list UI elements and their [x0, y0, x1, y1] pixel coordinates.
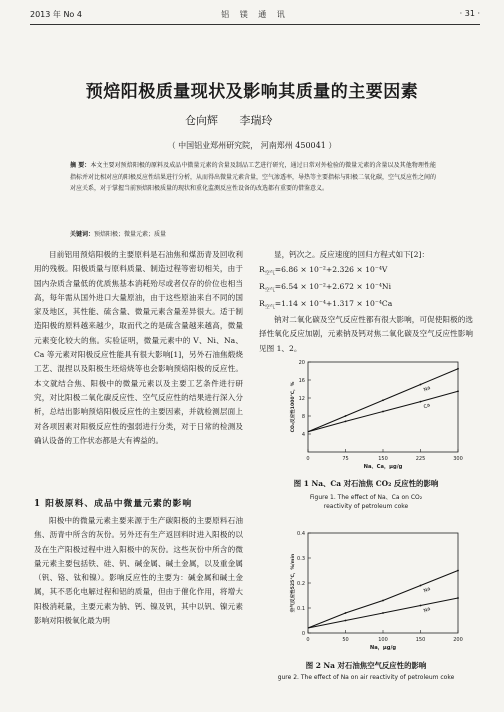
data-point [345, 421, 347, 423]
x-tick-label: 150 [415, 637, 426, 643]
abstract [70, 160, 436, 195]
abstract-text: 本文主要对预焙阳极的原料及成品中微量元素的含量及制品工艺进行研究，通过日常对外检验的微量元素的含量以及其他物理性能指标并对比相对应的阳极反应性结果进行分析，从而得出微量元素含量，空气渗透率，导热等主要指标与阳极二氧化碳，空气反应性之间的对应关系，对于掌握当前预焙阳极质量的现状和重化监测反应性设备的改选都有重要的借鉴意义。 [70, 162, 437, 192]
x-tick-label: 300 [453, 456, 463, 462]
figure-1-caption-en: Figure 1. The effect of Na、Ca on CO₂ [309, 494, 423, 501]
data-point [420, 401, 422, 403]
series-line-0 [308, 571, 458, 629]
x-tick-label: 75 [342, 456, 349, 462]
year-issue: 2013 年 No 4 [30, 10, 82, 19]
x-tick-label: 100 [378, 637, 388, 643]
plot-frame [308, 533, 458, 633]
y-tick-label: 4 [301, 432, 305, 438]
figure-1-caption-zh: 图 1 Na、Ca 对石油焦 CO₂ 反应性的影响 [293, 479, 439, 488]
journal-name: 铝 镁 通 讯 [221, 10, 289, 19]
right-paragraph-1: 显，钙次之。反应速度的回归方程式如下[2]： [274, 250, 430, 259]
x-tick-label: 200 [453, 637, 463, 643]
equation-1: $R_{空气}=6.86 \times 10^{-2}+2.326 \times 10^{-4}V$ [259, 265, 388, 277]
figure-2-caption [259, 660, 473, 681]
plot-frame [308, 362, 458, 452]
y-tick-label: 12 [298, 396, 305, 402]
y-tick-label: 0.4 [297, 531, 305, 537]
left-column-section1 [34, 514, 243, 628]
authors: 仓向辉 李瑞玲 [185, 114, 273, 127]
series-label: Na [422, 605, 432, 615]
data-point [457, 570, 459, 572]
paper-title: 预焙阳极质量现状及影响其质量的主要因素 [85, 82, 419, 102]
figure-2-chart [268, 528, 468, 656]
right-column-intro [259, 248, 473, 262]
data-point [345, 612, 347, 614]
data-point [382, 399, 384, 401]
data-point [382, 411, 384, 413]
keywords-label: 关键词： [70, 231, 95, 238]
figure-1-caption [259, 478, 473, 510]
right-paragraph-2: 钠对二氧化碳及空气反应性都有很大影响，可促使阳极的选择性氧化反应加剧，元素钠及钙对焦二氧化碳及空气反应性影响见图 1、2。 [259, 315, 473, 353]
data-point [457, 597, 459, 599]
series-label: Na [422, 384, 432, 394]
section-heading-1: 1 阳极原料、成品中微量元素的影响 [34, 499, 193, 509]
data-point [382, 612, 384, 614]
page-number: · 31 · [459, 9, 480, 18]
x-tick-label: 150 [378, 456, 388, 462]
data-point [345, 415, 347, 417]
x-axis-label: Na，μg/g [369, 645, 397, 651]
right-column-text [259, 313, 473, 356]
section1-paragraph: 阳极中的微量元素主要来源于生产碳阳极的主要原料石油焦、沥青中所含的灰份。另外还有生产返回料时进入阳极的以及在生产阳极过程中进入阳极中的灰份。这些灰份中所含的微量元素主要包括铁、硅、钒、碱金属、碱土金属，以及重金属（钒、铬、钛和镍）。影响反应性的主要为：碱金属和碱土金属，其不恶化电解过程和铝的质量，但由于催化作用，将增大阳极消耗量，主要元素为钠、钙、镍及钒，其中以钒、镍元素影响对阳极氧化最为明 [34, 516, 243, 626]
x-tick-label: 50 [342, 637, 349, 643]
x-axis-label: Na、Ca，μg/g [363, 464, 403, 470]
y-axis-label: CO₂反应性1000℃，% [291, 381, 296, 433]
affiliation: （ 中国铝业郑州研究院， 河南郑州 450041 ） [167, 141, 337, 150]
header-rule [30, 24, 480, 25]
y-tick-label: 0.2 [297, 581, 305, 587]
keywords-text: 预焙阳极；微量元素；质量 [94, 231, 167, 238]
figure-2-caption-en: gure 2. The effect of Na on air reactivity of petroleum coke [277, 674, 455, 681]
series-label: Na [422, 585, 432, 595]
data-point [457, 368, 459, 370]
y-tick-label: 20 [298, 360, 305, 366]
y-tick-label: 0 [301, 631, 305, 637]
keywords [70, 229, 436, 238]
data-point [345, 620, 347, 622]
page-header [30, 9, 480, 21]
x-tick-label: 0 [306, 456, 310, 462]
y-tick-label: 0.3 [297, 556, 305, 562]
equation-3: $R_{空气}=1.14 \times 10^{-4}+1.317 \times 10^{-4}Ca$ [259, 299, 393, 311]
figure-1-chart [268, 357, 468, 477]
figure-1-caption-en-2: reactivity of petroleum coke [323, 503, 409, 510]
figure-2-caption-zh: 图 2 Na 对石油焦空气反应性的影响 [305, 661, 427, 670]
x-tick-label: 225 [415, 456, 426, 462]
y-tick-label: 8 [301, 414, 305, 420]
series-label: Ca [422, 402, 432, 411]
data-point [382, 600, 384, 602]
data-point [457, 390, 459, 392]
data-point [420, 585, 422, 587]
left-column-intro [34, 248, 243, 448]
data-point [420, 605, 422, 607]
data-point [420, 384, 422, 386]
y-tick-label: 16 [298, 378, 305, 384]
intro-paragraph: 目前铝用预焙阳极的主要原料是石油焦和煤沥青及回收利用的残极。阳极质量与原料质量、制造过程等密切相关，由于国内杂质含量低的优质焦基本消耗殆尽或者仅存的价位也相当高，每年需从国外进口大量原油，由于这些原油来自不同的国家及地区，其性能、硫含量、微量元素含量差异很大。适于制造阳极的原料越来越少，取而代之的是硫含量越来越高，微量元素变化较大的焦。实验证明，微量元素中的 V、Ni、Na、Ca 等元素对阳极反应性能具有很大影响[1]，另外石油焦煅烧工艺、混捏以及阳极生坯焙烧等也会影响预焙阳极的反应性。本文就结合焦、阳极中的微量元素以及主要工艺条件进行研究，对比阳极二氧化碳反应性、空气反应性的结果进行深入分析，总结出影响预焙阳极反应性的主要因素，并就检测层面上对各项因素对阳极反应性的强弱进行分类，对于日常的检测及确认设备的工作状态都是大有裨益的。 [34, 250, 243, 445]
y-tick-label: 0.1 [297, 606, 305, 612]
abstract-label: 摘 要： [70, 162, 91, 169]
equation-2: $R_{空气}=6.54 \times 10^{-2}+2.672 \times 10^{-4}Ni$ [259, 282, 391, 294]
x-tick-label: 0 [306, 637, 310, 643]
y-axis-label: 空气反应性525℃，%/min [291, 553, 296, 613]
